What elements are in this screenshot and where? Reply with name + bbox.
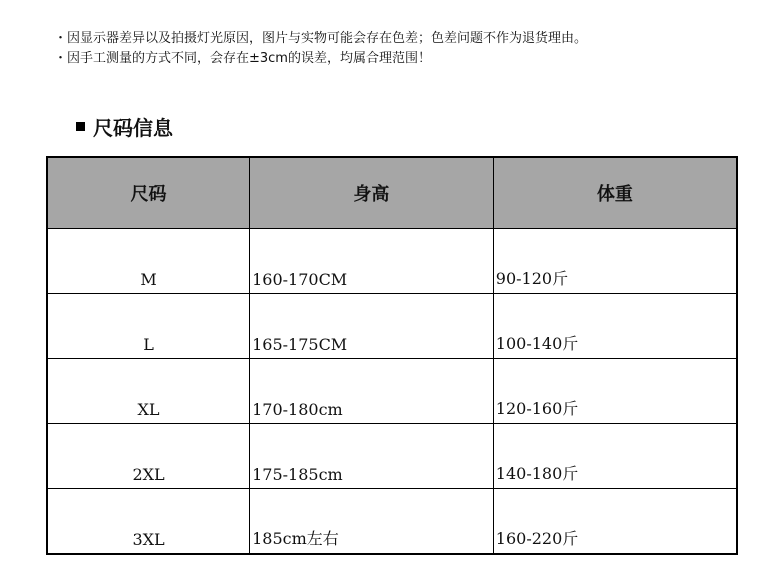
height-cell: 160-170CM — [250, 229, 494, 294]
height-cell: 185cm左右 — [250, 489, 494, 555]
table-header-row — [47, 157, 737, 229]
note-color-difference: ・因显示器差异以及拍摄灯光原因，图片与实物可能会存在色差；色差问题不作为退货理由。 — [54, 31, 588, 46]
section-title — [76, 112, 173, 141]
table-row — [47, 359, 737, 424]
size-cell: XL — [47, 359, 250, 424]
size-cell: M — [47, 229, 250, 294]
section-title-text: 尺码信息 — [93, 116, 173, 140]
table-row — [47, 489, 737, 555]
table-row — [47, 229, 737, 294]
table-row — [47, 294, 737, 359]
height-cell: 165-175CM — [250, 294, 494, 359]
weight-cell: 160-220斤 — [493, 489, 737, 555]
weight-cell: 90-120斤 — [493, 229, 737, 294]
weight-cell: 120-160斤 — [493, 359, 737, 424]
size-table — [46, 156, 738, 555]
size-cell: 2XL — [47, 424, 250, 489]
weight-cell: 100-140斤 — [493, 294, 737, 359]
header-size: 尺码 — [47, 157, 250, 229]
note-measurement-error: ・因手工测量的方式不同，会存在±3cm的误差，均属合理范围！ — [54, 51, 431, 66]
height-cell: 175-185cm — [250, 424, 494, 489]
weight-cell: 140-180斤 — [493, 424, 737, 489]
notes — [54, 29, 587, 69]
square-bullet-icon — [76, 122, 85, 131]
header-weight: 体重 — [493, 157, 737, 229]
size-cell: L — [47, 294, 250, 359]
size-cell: 3XL — [47, 489, 250, 555]
header-height: 身高 — [250, 157, 494, 229]
table-row — [47, 424, 737, 489]
height-cell: 170-180cm — [250, 359, 494, 424]
